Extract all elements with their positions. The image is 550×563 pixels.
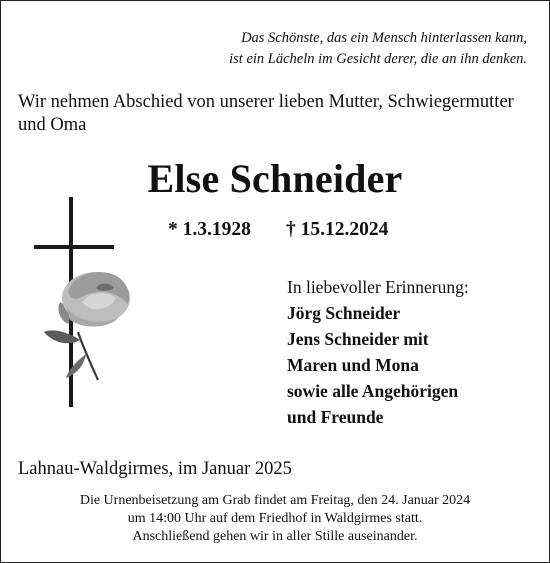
mourner-line: sowie alle Angehörigen [287, 381, 459, 401]
memory-block [287, 274, 537, 430]
death-date: † 15.12.2024 [286, 219, 389, 240]
quote [197, 28, 527, 70]
notice-line-3: Anschließend gehen wir in aller Stille auseinander. [132, 529, 418, 544]
deceased-name: Else Schneider [147, 156, 403, 201]
cross-bar [34, 245, 114, 249]
rose-icon [38, 262, 138, 382]
intro-line-2: und Oma [18, 115, 87, 135]
birth-date: * 1.3.1928 [168, 219, 251, 240]
quote-line-2: ist ein Lächeln im Gesicht derer, die an ihn denken. [229, 51, 527, 67]
intro-text [18, 91, 538, 137]
mourner-line: Jörg Schneider [287, 303, 401, 323]
mourner-line: Jens Schneider mit [287, 329, 429, 349]
notice-line-1: Die Urnenbeisetzung am Grab findet am Freitag, den 24. Januar 2024 [79, 493, 471, 508]
notice-line-2: um 14:00 Uhr auf dem Friedhof in Waldgirmes statt. [127, 511, 423, 526]
mourner-line: Maren und Mona [287, 355, 419, 375]
memory-heading: In liebevoller Erinnerung: [287, 277, 469, 297]
place-date: Lahnau-Waldgirmes, im Januar 2025 [18, 459, 292, 479]
funeral-notice [0, 492, 550, 546]
intro-line-1: Wir nehmen Abschied von unserer lieben Mutter, Schwiegermutter [18, 92, 514, 112]
quote-line-1: Das Schönste, das ein Mensch hinterlassen kann, [241, 30, 527, 46]
mourner-line: und Freunde [287, 407, 384, 427]
